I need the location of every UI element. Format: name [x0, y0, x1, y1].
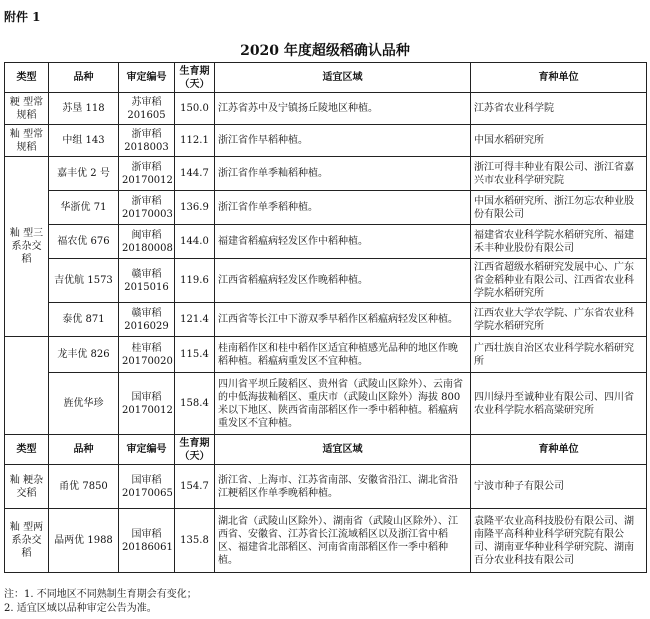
header-type: 类型 [5, 63, 49, 93]
row-variety: 泰优 871 [49, 303, 119, 337]
header-code: 审定编号 [119, 63, 175, 93]
row-code: 苏审稻 201605 [119, 93, 175, 125]
row-code: 浙审稻 20170003 [119, 191, 175, 225]
table-row [5, 93, 647, 125]
row-days: 144.7 [175, 157, 215, 191]
row-days: 119.6 [175, 259, 215, 303]
attachment-label: 附件 1 [4, 10, 41, 24]
row-breeder: 江西省超级水稻研究发展中心、广东省金稻种业有限公司、江西省农业科学院水稻研究所 [471, 259, 647, 303]
header-breeder: 育种单位 [471, 63, 647, 93]
row-variety: 晶两优 1988 [49, 509, 119, 573]
header-type: 类型 [5, 435, 49, 465]
header-period: 生育期 （天） [175, 435, 215, 465]
row-variety: 甬优 7850 [49, 465, 119, 509]
row-variety: 嘉丰优 2 号 [49, 157, 119, 191]
row-breeder: 江西农业大学农学院、广东省农业科学院水稻研究所 [471, 303, 647, 337]
row-type: 籼 型三 系杂交稻 [5, 157, 49, 337]
row-breeder: 江苏省农业科学院 [471, 93, 647, 125]
table-row [5, 157, 647, 191]
row-region: 江苏省苏中及宁镇扬丘陵地区种植。 [215, 93, 471, 125]
header-variety: 品种 [49, 63, 119, 93]
row-code: 国审稻 20186061 [119, 509, 175, 573]
table-row [5, 125, 647, 157]
row-days: 154.7 [175, 465, 215, 509]
row-code: 桂审稻 20170020 [119, 337, 175, 373]
row-region: 福建省稻瘟病轻发区作中稻种植。 [215, 225, 471, 259]
row-breeder: 福建省农业科学院水稻研究所、福建禾丰种业股份有限公司 [471, 225, 647, 259]
row-days: 144.0 [175, 225, 215, 259]
varieties-table [4, 62, 647, 573]
row-days: 136.9 [175, 191, 215, 225]
row-code: 闽审稻 20180008 [119, 225, 175, 259]
row-type: 籼 粳杂交稻 [5, 465, 49, 509]
footnote-2: 2. 适宜区域以品种审定公告为准。 [4, 603, 157, 614]
header-region: 适宜区域 [215, 435, 471, 465]
table-row [5, 337, 647, 373]
row-region: 浙江省、上海市、江苏省南部、安徽省沿江、湖北省沿江粳稻区作单季晚稻种植。 [215, 465, 471, 509]
row-breeder: 广西壮族自治区农业科学院水稻研究所 [471, 337, 647, 373]
table-row [5, 191, 647, 225]
row-breeder: 浙江可得丰种业有限公司、浙江省嘉兴市农业科学研究院 [471, 157, 647, 191]
header-row [5, 63, 647, 93]
row-breeder: 四川绿丹至诚种业有限公司、四川省农业科学院水稻高粱研究所 [471, 373, 647, 435]
footnotes [4, 588, 197, 616]
row-code: 浙审稻 2018003 [119, 125, 175, 157]
table-row [5, 259, 647, 303]
header-region: 适宜区域 [215, 63, 471, 93]
row-days: 158.4 [175, 373, 215, 435]
table-row [5, 465, 647, 509]
row-variety: 旌优华珍 [49, 373, 119, 435]
row-variety: 福农优 676 [49, 225, 119, 259]
row-type: 粳 型常规稻 [5, 93, 49, 125]
row-type: 籼 型常规稻 [5, 125, 49, 157]
row-variety: 中组 143 [49, 125, 119, 157]
row-code: 浙审稻 20170012 [119, 157, 175, 191]
header-period: 生育期 （天） [175, 63, 215, 93]
row-breeder: 中国水稻研究所 [471, 125, 647, 157]
page-title: 2020 年度超级稻确认品种 [240, 43, 410, 59]
row-variety: 龙丰优 826 [49, 337, 119, 373]
table-row [5, 373, 647, 435]
table-row [5, 303, 647, 337]
row-variety: 吉优航 1573 [49, 259, 119, 303]
header-variety: 品种 [49, 435, 119, 465]
row-code: 国审稻 20170012 [119, 373, 175, 435]
row-region: 四川省平坝丘陵稻区、贵州省（武陵山区除外）、云南省的中低海拔籼稻区、重庆市（武陵山区除外）海拔 800 米以下地区、陕西省南部稻区作一季中稻种植。稻瘟病重发区不宜种植。 [215, 373, 471, 435]
header-code: 审定编号 [119, 435, 175, 465]
row-region: 湖北省（武陵山区除外）、湖南省（武陵山区除外）、江西省、安徽省、江苏省长江流域稻区以及浙江省中稻区、福建省北部稻区、河南省南部稻区作一季中稻种植。 [215, 509, 471, 573]
footnote-1: 注：1. 不同地区不同熟制生育期会有变化； [4, 589, 197, 600]
row-days: 121.4 [175, 303, 215, 337]
table-row [5, 225, 647, 259]
row-days: 150.0 [175, 93, 215, 125]
header-breeder: 育种单位 [471, 435, 647, 465]
row-days: 115.4 [175, 337, 215, 373]
row-region: 浙江省作单季稻种植。 [215, 191, 471, 225]
row-type: 籼 型两 系杂交稻 [5, 509, 49, 573]
row-region: 桂南稻作区和桂中稻作区适宜种植感光品种的地区作晚稻种植。稻瘟病重发区不宜种植。 [215, 337, 471, 373]
row-type [5, 337, 49, 435]
row-code: 赣审稻 2016029 [119, 303, 175, 337]
row-region: 浙江省作早稻种植。 [215, 125, 471, 157]
row-code: 国审稻 20170065 [119, 465, 175, 509]
row-breeder: 宁波市种子有限公司 [471, 465, 647, 509]
row-region: 浙江省作单季籼稻种植。 [215, 157, 471, 191]
row-code: 赣审稻 2015016 [119, 259, 175, 303]
row-variety: 苏垦 118 [49, 93, 119, 125]
row-region: 江西省等长江中下游双季早稻作区稻瘟病轻发区种植。 [215, 303, 471, 337]
header-row-repeat [5, 435, 647, 465]
row-days: 112.1 [175, 125, 215, 157]
table-row [5, 509, 647, 573]
row-region: 江西省稻瘟病轻发区作晚稻种植。 [215, 259, 471, 303]
row-breeder: 中国水稻研究所、浙江勿忘农种业股份有限公司 [471, 191, 647, 225]
row-days: 135.8 [175, 509, 215, 573]
row-breeder: 袁隆平农业高科技股份有限公司、湖南隆平高科种业科学研究院有限公司、湖南亚华种业科学研究院、湖南百分农业科技有限公司 [471, 509, 647, 573]
row-variety: 华浙优 71 [49, 191, 119, 225]
